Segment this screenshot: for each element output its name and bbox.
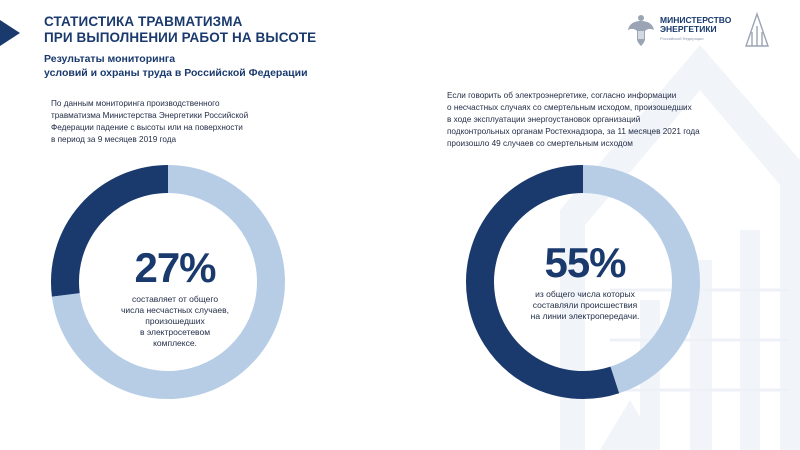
subtitle-line-2: условий и охраны труда в Российской Федерации xyxy=(44,67,308,79)
right-text-line: Если говорить об электроэнергетике, согласно информации xyxy=(447,91,677,100)
right-caption-line: на линии электропередачи. xyxy=(530,311,640,321)
left-text-line: Федерации падение с высоты или на поверхности xyxy=(51,123,243,132)
right-text-line: о несчастных случаях со смертельным исходом, произошедших xyxy=(447,103,692,112)
left-text-line: травматизма Министерства Энергетики Российской xyxy=(51,111,249,120)
ministry-caption: Российской Федерации xyxy=(660,36,704,41)
subtitle-line-1: Результаты мониторинга xyxy=(44,53,176,65)
page-title-line-1: СТАТИСТИКА ТРАВМАТИЗМА xyxy=(44,14,243,29)
left-caption-line: в электросетевом xyxy=(139,327,211,337)
right-caption-line: из общего числа которых xyxy=(535,289,635,299)
right-text-line: подконтрольных органам Ростехнадзора, за 11 месяцев 2021 года xyxy=(447,127,700,136)
left-text-line: По данным мониторинга производственного xyxy=(51,99,220,108)
right-percent-label: 55% xyxy=(544,239,626,286)
right-text-line: в ходе эксплуатации энергоустановок организаций xyxy=(447,115,641,124)
right-donut-center xyxy=(505,241,665,322)
right-caption-line: составляли происшествия xyxy=(532,300,638,310)
left-caption-line: комплексе. xyxy=(153,338,197,348)
left-caption-line: числа несчастных случаев, xyxy=(121,305,229,315)
ministry-name-line-1: МИНИСТЕРСТВО xyxy=(660,15,732,25)
left-percent-label: 27% xyxy=(134,244,216,291)
left-donut-center xyxy=(95,246,255,349)
left-caption-line: произошедших xyxy=(145,316,205,326)
right-text-line: произошло 49 случаев со смертельным исходом xyxy=(447,139,633,148)
left-caption-line: составляет от общего xyxy=(131,294,219,304)
page-title-line-2: ПРИ ВЫПОЛНЕНИИ РАБОТ НА ВЫСОТЕ xyxy=(44,30,317,45)
left-text-line: в период за 9 месяцев 2019 года xyxy=(51,135,177,144)
ministry-name-line-2: ЭНЕРГЕТИКИ xyxy=(660,24,717,34)
